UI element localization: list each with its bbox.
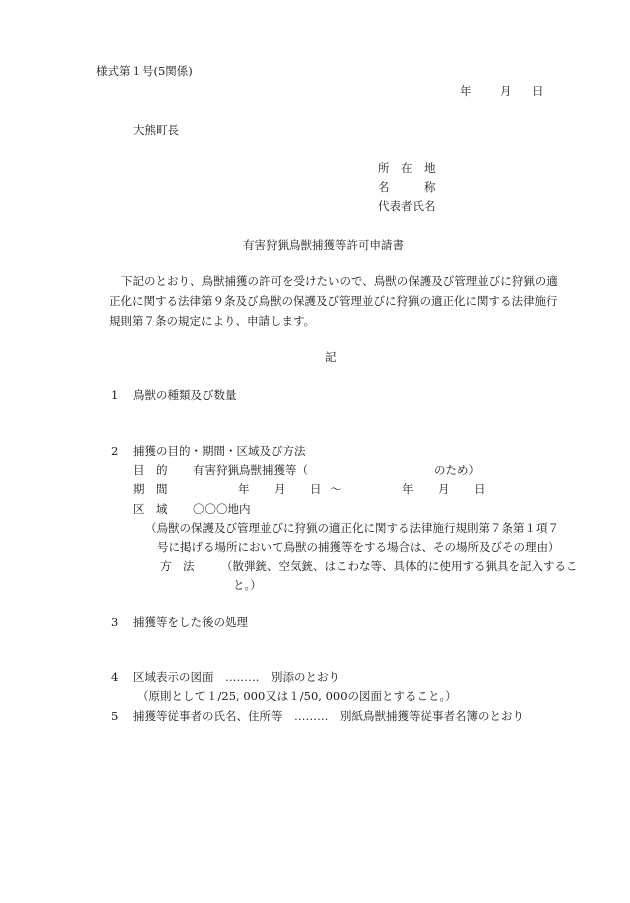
form-number: 様式第１号(5関係) bbox=[96, 64, 193, 78]
section-5-number: 5 bbox=[111, 709, 119, 723]
method-value-line-2: と。） bbox=[233, 578, 262, 592]
purpose-value: 有害狩猟鳥獣捕獲等（ bbox=[193, 463, 308, 477]
purpose-suffix: のため） bbox=[434, 463, 480, 477]
section-1-number: 1 bbox=[111, 388, 119, 402]
intro-line-1: 下記のとおり、鳥獣捕獲の許可を受けたいので、鳥獣の保護及び管理並びに狩猟の適 bbox=[121, 274, 558, 288]
period-start-year: 年 bbox=[238, 482, 250, 496]
period-end-year: 年 bbox=[402, 482, 414, 496]
period-start-day: 日 bbox=[310, 482, 322, 496]
section-5-title: 捕獲等従事者の氏名、住所等 ……… 別紙鳥獣捕獲等従事者名簿のとおり bbox=[133, 709, 524, 723]
period-label: 期 間 bbox=[133, 482, 168, 496]
intro-line-2: 正化に関する法律第９条及び鳥獣の保護及び管理並びに狩猟の適正化に関する法律施行 bbox=[109, 294, 558, 308]
ki-heading: 記 bbox=[325, 350, 337, 364]
purpose-label: 目 的 bbox=[133, 463, 168, 477]
period-separator: 〜 bbox=[330, 482, 342, 496]
applicant-name-label: 名 称 bbox=[378, 180, 436, 194]
applicant-representative-label: 代表者氏名 bbox=[378, 199, 436, 213]
section-4-number: 4 bbox=[111, 670, 119, 684]
area-value: 〇〇〇地内 bbox=[193, 502, 251, 516]
section-4-note: （原則として１/25, 000又は１/50, 000の図面とすること。） bbox=[137, 689, 457, 703]
section-4-title: 区域表示の図面 ……… 別添のとおり bbox=[133, 670, 340, 684]
area-label: 区 域 bbox=[133, 502, 168, 516]
section-2-title: 捕獲の目的・期間・区域及び方法 bbox=[133, 444, 306, 458]
section-3-title: 捕獲等をした後の処理 bbox=[133, 615, 248, 629]
date-year: 年 bbox=[460, 84, 472, 98]
section-2-number: 2 bbox=[111, 444, 119, 458]
period-end-month: 月 bbox=[438, 482, 450, 496]
method-label: 方 法 bbox=[160, 559, 195, 573]
area-note-line-2: 号に掲げる場所において鳥獣の捕獲等をする場合は、その場所及びその理由） bbox=[157, 540, 560, 554]
method-value-line-1: （散弾銃、空気銃、はこわな等、具体的に使用する猟具を記入するこ bbox=[221, 559, 578, 573]
document-title: 有害狩猟鳥獣捕獲等許可申請書 bbox=[243, 238, 404, 252]
addressee: 大熊町長 bbox=[133, 123, 179, 137]
period-start-month: 月 bbox=[274, 482, 286, 496]
date-month: 月 bbox=[500, 84, 512, 98]
section-1-title: 鳥獣の種類及び数量 bbox=[133, 388, 237, 402]
intro-line-3: 規則第７条の規定により、申請します。 bbox=[109, 314, 316, 328]
section-3-number: 3 bbox=[111, 615, 119, 629]
area-note-line-1: （鳥獣の保護及び管理並びに狩猟の適正化に関する法律施行規則第７条第１項７ bbox=[145, 521, 559, 535]
period-end-day: 日 bbox=[474, 482, 486, 496]
applicant-address-label: 所 在 地 bbox=[378, 161, 436, 175]
date-day: 日 bbox=[532, 84, 544, 98]
